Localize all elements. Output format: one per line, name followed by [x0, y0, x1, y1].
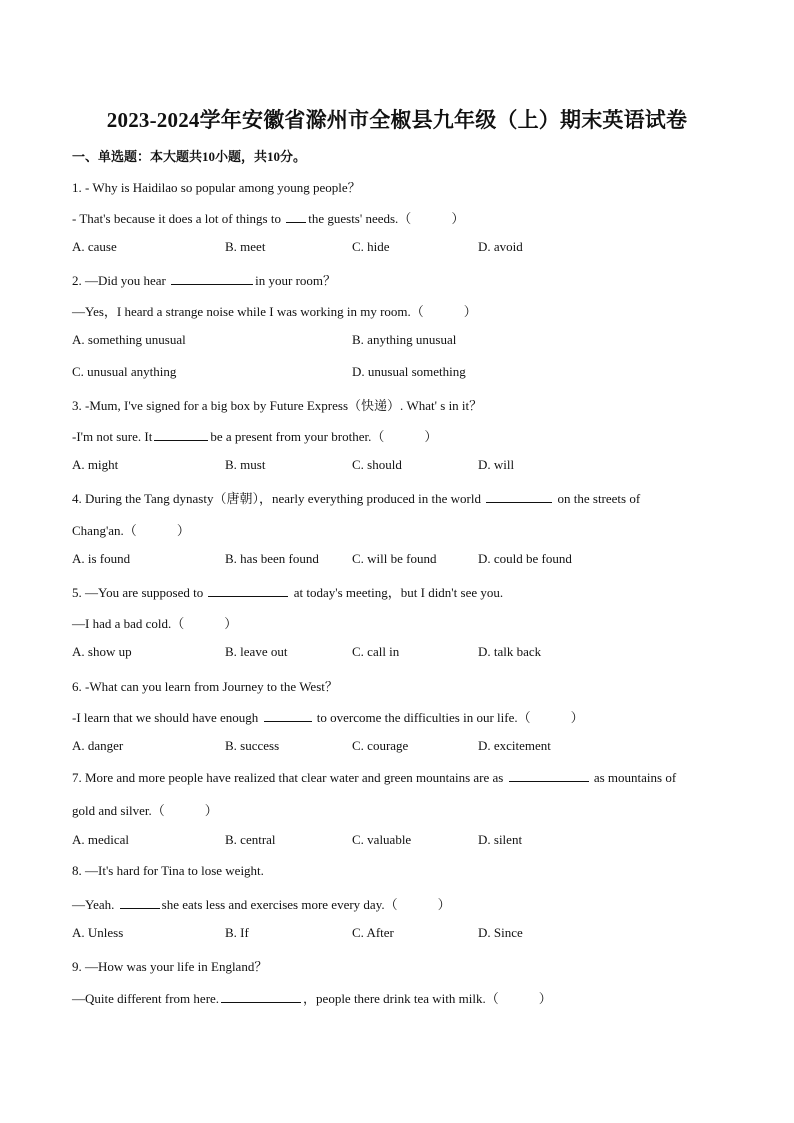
option: C. will be found — [352, 551, 437, 566]
option: A. danger — [72, 738, 124, 753]
option: D. could be found — [478, 551, 572, 566]
option: C. call in — [352, 644, 400, 659]
question-7-stem: 7. More and more people have realized that clear water and green mountains are as as mountains of — [72, 770, 677, 785]
option: B. leave out — [225, 644, 288, 659]
question-3-stem: 3. -Mum, I've signed for a big box by Future Express（快递）. What' s in it？ — [72, 398, 483, 413]
question-4-stem: 4. During the Tang dynasty（唐朝），nearly everything produced in the world on the streets of — [72, 491, 641, 506]
question-8-stem: 8. —It's hard for Tina to lose weight. — [72, 863, 264, 878]
option: B. success — [225, 738, 280, 753]
question-7-stem-cont: gold and silver.（ ） — [72, 803, 218, 818]
answer-blank — [264, 709, 312, 722]
question-2-response: —Yes，I heard a strange noise while I was working in my room.（ ） — [72, 304, 477, 319]
option: A. something unusual — [72, 332, 186, 347]
option: C. valuable — [352, 832, 412, 847]
section-heading: 一、单选题：本大题共10小题，共10分。 — [72, 149, 307, 164]
option: D. will — [478, 457, 515, 472]
option: A. Unless — [72, 925, 124, 940]
option: B. anything unusual — [352, 332, 457, 347]
option: B. If — [225, 925, 249, 940]
option: D. excitement — [478, 738, 551, 753]
answer-blank — [221, 990, 301, 1003]
option: A. is found — [72, 551, 131, 566]
question-4-stem-cont: Chang'an.（ ） — [72, 523, 190, 538]
option: D. Since — [478, 925, 523, 940]
answer-blank — [154, 428, 208, 441]
question-6-response: -I learn that we should have enough to overcome the difficulties in our life.（ ） — [72, 710, 584, 725]
answer-blank — [208, 584, 288, 597]
answer-blank — [486, 490, 552, 503]
question-8-response: —Yeah. she eats less and exercises more every day.（ ） — [72, 897, 451, 912]
option: C. courage — [352, 738, 409, 753]
question-9-stem: 9. —How was your life in England？ — [72, 959, 268, 974]
question-2-stem: 2. —Did you hear in your room？ — [72, 273, 337, 288]
question-5-stem: 5. —You are supposed to at today's meeting，but I didn't see you. — [72, 585, 504, 600]
question-1-response: - That's because it does a lot of things to the guests' needs.（ ） — [72, 211, 465, 226]
option: B. meet — [225, 239, 266, 254]
answer-blank — [286, 210, 306, 223]
option: A. show up — [72, 644, 132, 659]
option: C. hide — [352, 239, 390, 254]
answer-blank — [509, 769, 589, 782]
question-9-response: —Quite different from here. ，people there drink tea with milk.（ ） — [72, 991, 552, 1006]
answer-blank — [120, 896, 160, 909]
option: B. must — [225, 457, 266, 472]
option: D. silent — [478, 832, 523, 847]
option: D. avoid — [478, 239, 523, 254]
answer-blank — [171, 272, 253, 285]
option: D. talk back — [478, 644, 542, 659]
option: C. unusual anything — [72, 364, 177, 379]
option: B. central — [225, 832, 276, 847]
question-1-stem: 1. - Why is Haidilao so popular among young people？ — [72, 180, 361, 195]
option: A. cause — [72, 239, 117, 254]
option: D. unusual something — [352, 364, 466, 379]
option: C. After — [352, 925, 394, 940]
option: C. should — [352, 457, 402, 472]
option: A. might — [72, 457, 119, 472]
option: A. medical — [72, 832, 130, 847]
question-5-response: —I had a bad cold.（ ） — [72, 616, 238, 631]
question-3-response: -I'm not sure. It be a present from your brother.（ ） — [72, 429, 438, 444]
page-title: 2023-2024学年安徽省滁州市全椒县九年级（上）期末英语试卷 — [106, 108, 688, 132]
question-6-stem: 6. -What can you learn from Journey to the West？ — [72, 679, 338, 694]
option: B. has been found — [225, 551, 319, 566]
